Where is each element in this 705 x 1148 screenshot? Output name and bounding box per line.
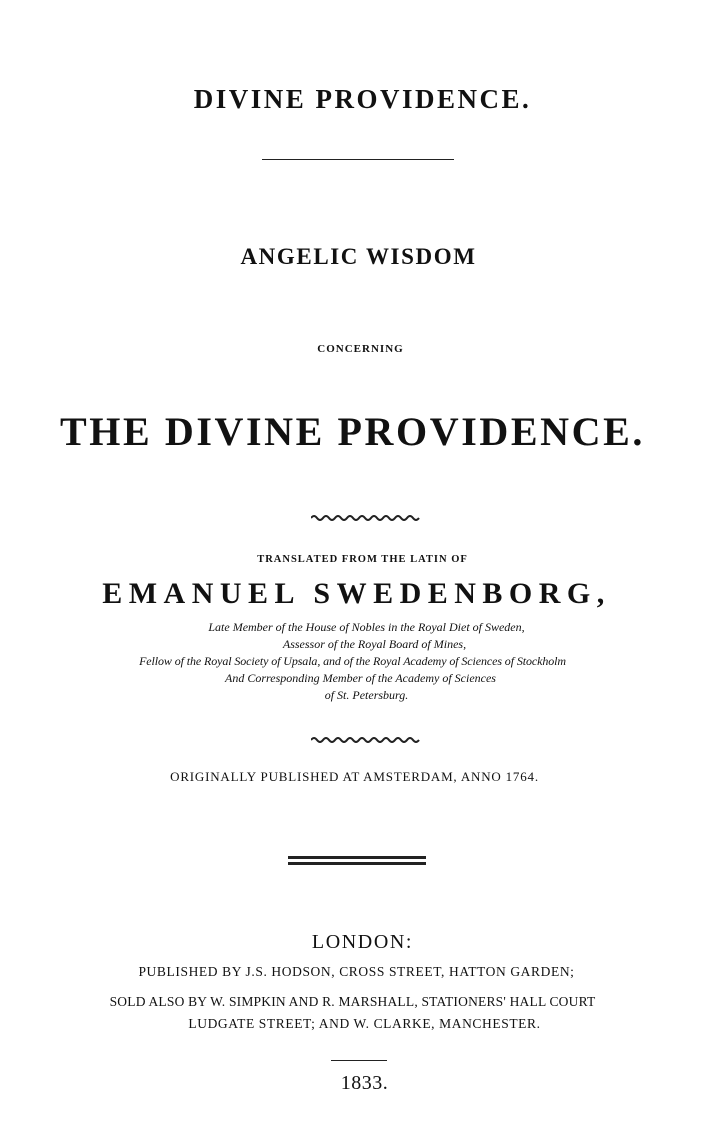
imprint-year: 1833. <box>340 1072 389 1094</box>
wavy-ornament-lower <box>311 736 421 744</box>
author-credential-line: Fellow of the Royal Society of Upsala, and of the Royal Academy of Sciences of Stockholm <box>139 654 566 668</box>
imprint-sellers-line-1: SOLD ALSO BY W. SIMPKIN AND R. MARSHALL, STATIONERS' HALL COURT <box>109 994 596 1009</box>
author-credential-line: Late Member of the House of Nobles in the Royal Diet of Sweden, <box>208 620 525 634</box>
author-credential-line: of St. Petersburg. <box>324 688 409 702</box>
wavy-ornament-upper <box>311 514 421 522</box>
main-title: THE DIVINE PROVIDENCE. <box>59 409 646 454</box>
concerning-label: CONCERNING <box>317 343 404 355</box>
divider-rule-top <box>262 159 454 160</box>
author-name: EMANUEL SWEDENBORG, <box>102 577 611 610</box>
double-rule-lower <box>288 862 426 865</box>
double-rule-upper <box>288 856 426 859</box>
author-credential-line: And Corresponding Member of the Academy of Sciences <box>225 671 496 685</box>
translated-from-label: TRANSLATED FROM THE LATIN OF <box>257 554 468 565</box>
author-credential-line: Assessor of the Royal Board of Mines, <box>282 637 467 651</box>
imprint-publisher: PUBLISHED BY J.S. HODSON, CROSS STREET, HATTON GARDEN; <box>138 964 575 979</box>
half-title: DIVINE PROVIDENCE. <box>193 84 532 114</box>
original-publication-note: ORIGINALLY PUBLISHED AT AMSTERDAM, ANNO 1764. <box>170 769 539 784</box>
divider-rule-bottom <box>331 1060 387 1061</box>
imprint-sellers-line-2: LUDGATE STREET; AND W. CLARKE, MANCHESTER. <box>188 1016 541 1031</box>
imprint-city: LONDON: <box>311 931 414 953</box>
series-title: ANGELIC WISDOM <box>240 244 477 269</box>
